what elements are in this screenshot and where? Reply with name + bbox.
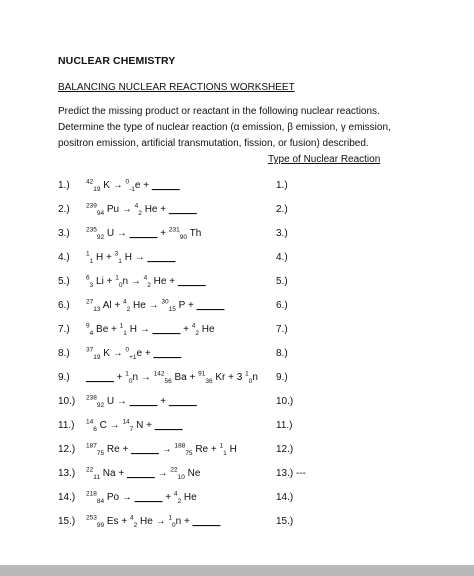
- reaction-type-label: 4.): [276, 252, 288, 263]
- reaction-number: 5.): [58, 276, 70, 287]
- reaction-type-label: 14.): [276, 492, 294, 503]
- reaction-type-label: 15.): [276, 516, 294, 527]
- answer-blank: _____: [151, 180, 180, 191]
- reaction-number: 7.): [58, 324, 70, 335]
- answer-blank: _____: [126, 468, 155, 479]
- reaction-row-9: [0, 372, 474, 388]
- reaction-equation: $^{14}_6$ C → $^{14}_7$ N + _____: [86, 418, 183, 433]
- reaction-row-1: [0, 180, 474, 196]
- reaction-number: 4.): [58, 252, 70, 263]
- answer-blank: _____: [192, 516, 221, 527]
- reaction-equation: $^6_3$ Li + $^1_0$n → $^4_2$ He + _____: [86, 274, 206, 289]
- answer-blank: _____: [168, 204, 197, 215]
- instructions-paragraph: Predict the missing product or reactant in the following nuclear reactions. Determine the type of nuclear reaction (α emission, β emission, γ emission, positron emission, artificial transmutation, fission, or fusion) described.: [58, 106, 391, 149]
- reaction-equation: $^{22}_{11}$ Na + _____ → $^{22}_{10}$ Ne: [86, 466, 201, 481]
- reaction-equation: $^{218}_{84}$ Po → _____ + $^4_2$ He: [86, 490, 197, 505]
- reaction-number: 9.): [58, 372, 70, 383]
- answer-blank: _____: [177, 276, 206, 287]
- reaction-row-15: [0, 516, 474, 532]
- reaction-row-14: [0, 492, 474, 508]
- reaction-number: 10.): [58, 396, 76, 407]
- reaction-row-13: [0, 468, 474, 484]
- reaction-number: 8.): [58, 348, 70, 359]
- document-subtitle: BALANCING NUCLEAR REACTIONS WORKSHEET: [58, 82, 295, 93]
- reaction-number: 11.): [58, 420, 75, 431]
- reaction-row-11: [0, 420, 474, 436]
- reaction-equation: $^{253}_{99}$ Es + $^4_2$ He → $^1_0$n + _____: [86, 514, 221, 529]
- answer-blank: _____: [134, 492, 163, 503]
- reaction-type-label: 10.): [276, 396, 294, 407]
- reaction-number: 13.): [58, 468, 76, 479]
- reaction-type-label: 5.): [276, 276, 288, 287]
- answer-blank: _____: [129, 228, 158, 239]
- reaction-equation: $^{42}_{19}$ K → $^0_{-1}$e + _____: [86, 178, 180, 193]
- reaction-number: 1.): [58, 180, 70, 191]
- reaction-equation: $^9_4$ Be + $^1_1$ H → _____ + $^4_2$ He: [86, 322, 215, 337]
- reaction-type-label: 3.): [276, 228, 288, 239]
- reaction-row-8: [0, 348, 474, 364]
- reaction-row-2: [0, 204, 474, 220]
- answer-blank: _____: [129, 396, 158, 407]
- reaction-equation: $^1_1$ H + $^3_1$ H → _____: [86, 250, 176, 265]
- reaction-equation: $^{235}_{92}$ U → _____ + $^{231}_{90}$ Th: [86, 226, 202, 241]
- reaction-number: 6.): [58, 300, 70, 311]
- reaction-equation: $^{239}_{94}$ Pu → $^4_2$ He + _____: [86, 202, 197, 217]
- reaction-type-label: 2.): [276, 204, 288, 215]
- reaction-equation: $^{187}_{75}$ Re + _____ → $^{188}_{75}$ Re + $^1_1$ H: [86, 442, 237, 457]
- reaction-type-label: 11.): [276, 420, 293, 431]
- answer-blank: _____: [152, 324, 181, 335]
- reaction-type-label: 7.): [276, 324, 288, 335]
- answer-blank: _____: [153, 348, 182, 359]
- reaction-row-5: [0, 276, 474, 292]
- viewer-background: [0, 565, 474, 576]
- type-column-header: Type of Nuclear Reaction: [268, 154, 381, 165]
- reaction-number: 2.): [58, 204, 70, 215]
- reaction-number: 12.): [58, 444, 76, 455]
- reaction-type-label: 1.): [276, 180, 288, 191]
- answer-blank: _____: [131, 444, 159, 455]
- answer-blank: _____: [147, 252, 176, 263]
- reaction-type-label: 13.) ---: [276, 468, 306, 479]
- reaction-type-label: 8.): [276, 348, 288, 359]
- reaction-row-10: [0, 396, 474, 412]
- answer-blank: _____: [154, 420, 183, 431]
- reaction-type-label: 9.): [276, 372, 288, 383]
- reaction-equation: $^{27}_{13}$ Al + $^4_2$ He → $^{30}_{15}$ P + _____: [86, 298, 225, 313]
- reaction-number: 3.): [58, 228, 70, 239]
- reaction-equation: $^{238}_{92}$ U → _____ + _____: [86, 394, 197, 409]
- reaction-row-4: [0, 252, 474, 268]
- reaction-row-7: [0, 324, 474, 340]
- reaction-number: 15.): [58, 516, 76, 527]
- answer-blank: _____: [168, 396, 197, 407]
- reaction-equation: _____ + $^1_0$n → $^{142}_{56}$ Ba + $^{91}_{36}$ Kr + 3 $^1_0$n: [86, 370, 258, 385]
- reaction-equation: $^{37}_{19}$ K → $^0_{+1}$e + _____: [86, 346, 182, 361]
- answer-blank: _____: [86, 372, 114, 383]
- reaction-type-label: 6.): [276, 300, 288, 311]
- reaction-row-6: [0, 300, 474, 316]
- document-title: NUCLEAR CHEMISTRY: [58, 55, 176, 67]
- reaction-row-3: [0, 228, 474, 244]
- answer-blank: _____: [196, 300, 225, 311]
- reaction-number: 14.): [58, 492, 76, 503]
- reaction-type-label: 12.): [276, 444, 294, 455]
- reaction-row-12: [0, 444, 474, 460]
